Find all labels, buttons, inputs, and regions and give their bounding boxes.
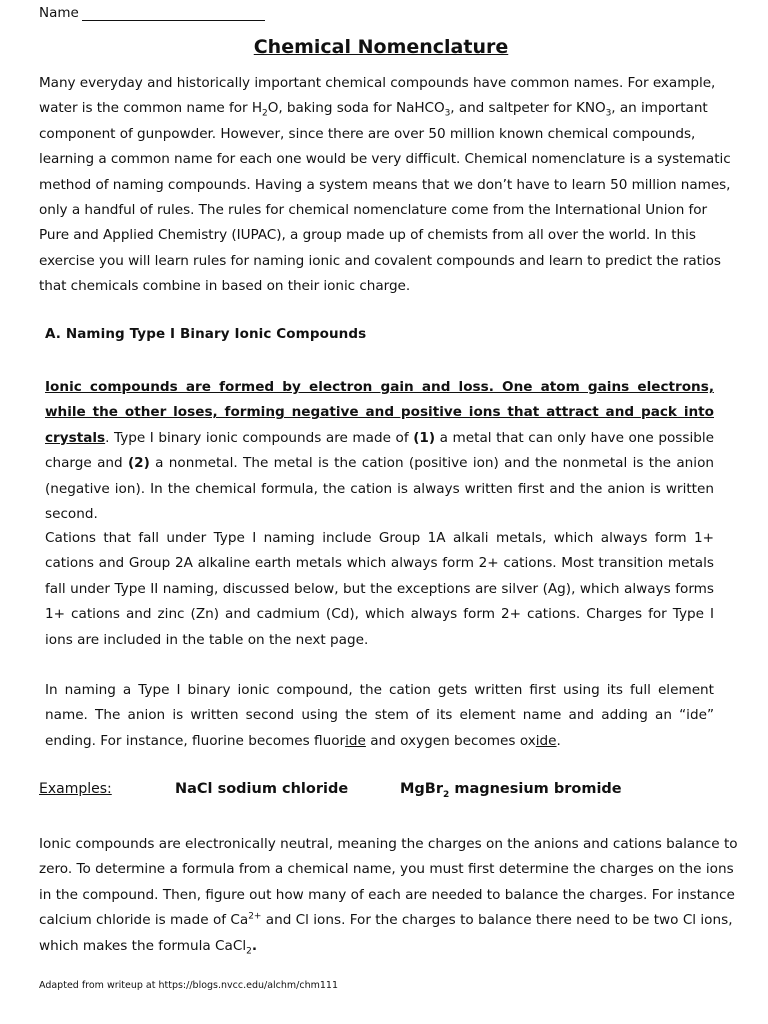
formula-text: MgBr [400, 781, 444, 797]
intro-text-3: , and saltpeter for KNO [450, 100, 606, 117]
cations-paragraph: Cations that fall under Type I naming include Group 1A alkali metals, which always form 1+ cations and Group 2A alkaline earth metals which always form 2+ cations. Most transition metals fall under Type II naming, discussed below, but the exceptions are silver (Ag), which always forms 1+ cations and zinc (Zn) and cadmium (Cd), which always form 2+ cations. Charges for Type I ions are included in the table on the next page. [45, 530, 714, 648]
paragraph-text: and oxygen becomes ox [365, 732, 536, 749]
ionic-definition-emphasis: Ionic compounds are formed by electron gain and loss. One atom gains electrons, while the other loses, forming negative and positive ions that attract and pack into crystals [45, 379, 714, 446]
ide-suffix: ide [345, 732, 366, 749]
compound-name: magnesium bromide [449, 781, 622, 797]
subscript: 2 [443, 789, 450, 800]
source-footer: Adapted from writeup at https://blogs.nvcc.edu/alchm/chm111 [39, 980, 339, 991]
example-sodium-chloride: NaCl sodium chloride [175, 781, 349, 797]
paragraph-text: Ionic compounds are electronically neutral, meaning the charges on the anions and cations balance to zero. To determine a formula from a chemical name, you must first determine the charges on the ions in the compound. Then, figure out how many of each are needed to balance the charges. For instance calcium chloride is made of Ca [39, 836, 738, 929]
page-title: Chemical Nomenclature [253, 36, 509, 58]
name-label: Name [39, 5, 79, 21]
subscript: 2 [262, 109, 268, 120]
paragraph-text: . [556, 732, 561, 749]
paragraph-text: . [251, 937, 258, 954]
name-field [39, 5, 265, 21]
paragraph-text: and Cl ions. For the charges to balance there need to be two Cl ions, which makes the formula CaCl [39, 912, 733, 954]
paragraph-text: a nonmetal. The metal is the cation (positive ion) and the nonmetal is the anion (negative ion). In the chemical formula, the cation is always written first and the anion is written second. [45, 455, 715, 523]
neutral-paragraph [39, 832, 739, 959]
naming-paragraph [45, 678, 714, 754]
subscript: 3 [444, 109, 451, 120]
examples-label: Examples: [39, 781, 112, 797]
intro-text-4: , an important component of gunpowder. However, since there are over 50 million known chemical compounds, learning a common name for each one would be very difficult. Chemical nomenclature is a systematic method of naming compounds. Having a system means that we don’t have to learn 50 million names, only a handful of rules. The rules for chemical nomenclature come from the International Union for Pure and Applied Chemistry (IUPAC), a group made up of chemists from all over the world. In this exercise you will learn rules for naming ionic and covalent compounds and learn to predict the ratios that chemicals combine in based on their ionic charge. [39, 100, 731, 295]
subscript: 2 [246, 946, 252, 957]
paragraph-text: . Type I binary ionic compounds are made of [105, 429, 414, 446]
intro-paragraph [39, 71, 739, 300]
paragraph-text: a metal that can only have one possible charge and [45, 429, 714, 472]
example-magnesium-bromide [400, 781, 622, 800]
ionic-definition-paragraph [45, 375, 714, 527]
paragraph-text: In naming a Type I binary ionic compound, the cation gets written first using its full element name. The anion is written second using the stem of its element name and adding an “ide” ending. For instance, fluorine becomes fluor [45, 682, 714, 749]
intro-text-2: O, baking soda for NaHCO [267, 100, 445, 117]
intro-text-1: Many everyday and historically important chemical compounds have common names. For example, water is the common name for H [39, 75, 716, 117]
superscript: 2+ [248, 911, 262, 922]
ide-suffix: ide [535, 732, 557, 749]
item-number: (2) [127, 455, 150, 472]
subscript: 3 [605, 109, 612, 120]
name-blank-line [82, 6, 265, 21]
section-a-heading: A. Naming Type I Binary Ionic Compounds [45, 326, 367, 342]
item-number: (1) [413, 429, 436, 446]
